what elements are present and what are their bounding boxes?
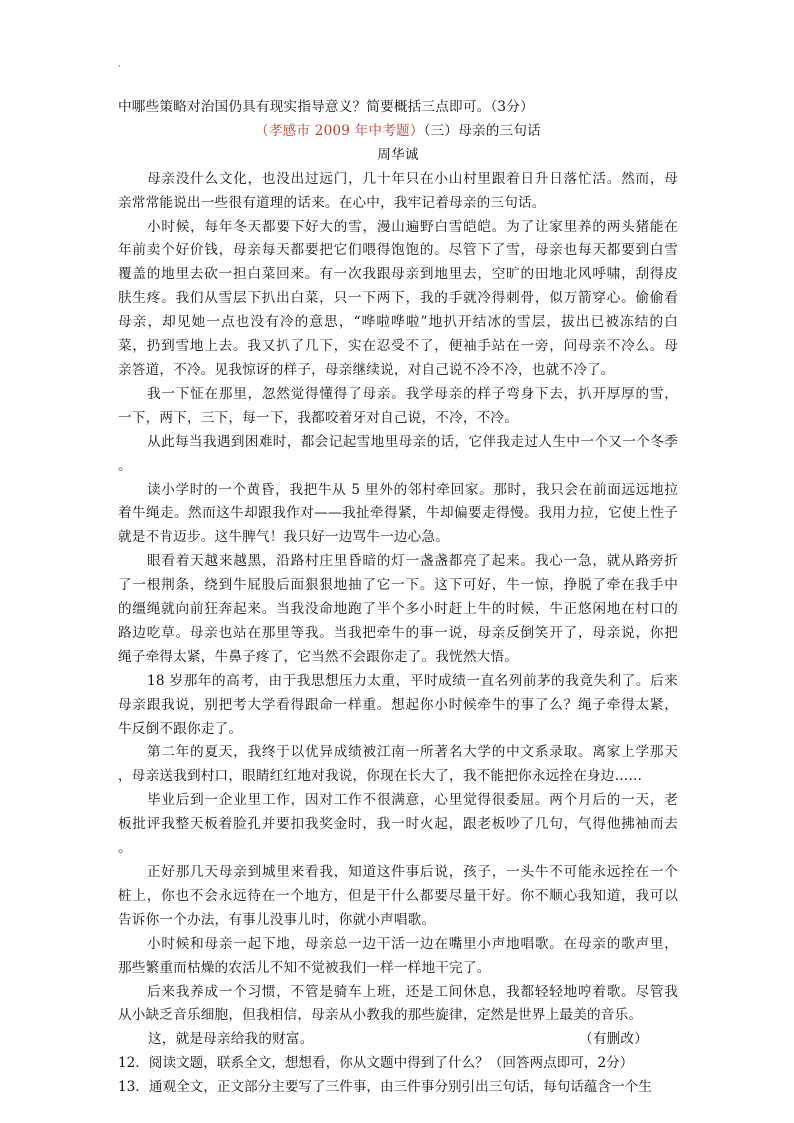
paragraph-line: 路边吃草。母亲也站在那里等我。当我把牵牛的事一说，母亲反倒笑开了，母亲说，你把 — [118, 624, 678, 641]
article-source: （孝感市 2009 年中考题） — [255, 122, 424, 139]
article-title: （三）母亲的三句话 — [423, 122, 541, 139]
paragraph — [118, 431, 678, 479]
paragraph-line: 那些繁重而枯燥的农活儿不知不觉被我们一样一样地干完了。 — [118, 959, 491, 976]
paragraph — [118, 479, 678, 551]
closing-text: 这，就是母亲给我的财富。 — [148, 1031, 314, 1048]
edit-note: （有删改） — [579, 1031, 648, 1048]
paragraph — [118, 981, 678, 1029]
paragraph-line: 年前卖个好价钱，母亲每天都要把它们喂得饱饱的。尽管下了雪，母亲也每天都要到白雪 — [118, 242, 678, 259]
paragraph-line: 肤生疼。我们从雪层下扒出白菜，只一下两下，我的手就冷得刺骨，似万箭穿心。偷偷看 — [118, 290, 678, 307]
previous-question-tail: 中哪些策略对治国仍具有现实指导意义？简要概括三点即可。（3分） — [118, 99, 534, 115]
paragraph — [118, 861, 678, 933]
paragraph-line: 我一下怔在那里，忽然觉得懂得了母亲。我学母亲的样子弯身下去，扒开厚厚的雪， — [147, 385, 678, 402]
paragraph-line: 从小缺乏音乐细胞，但我相信，母亲从小教我的那些旋律，定然是世界上最美的音乐。 — [118, 1007, 643, 1024]
paragraph-line: 后来我养成一个习惯，不管是骑车上班，还是工间休息，我都轻轻地哼着歌。尽管我 — [147, 983, 678, 1000]
question-12: 12．阅读文题，联系全文，想想看，你从文题中得到了什么？（回答两点即可，2分） — [118, 1055, 634, 1072]
paragraph-line: 着牛绳走。然而这牛却跟我作对——我扯牵得紧，牛却偏要走得慢。我用力拉，它使上性子 — [118, 505, 678, 522]
paragraph — [118, 550, 678, 670]
paragraph-line: 亲答道，不冷。见我惊讶的样子，母亲继续说，对自己说不冷不冷，也就不冷了。 — [118, 361, 615, 378]
paragraph-line: 一下，两下，三下，每一下，我都咬着牙对自己说，不冷，不冷。 — [118, 409, 519, 426]
paragraph — [118, 216, 678, 383]
document-body — [118, 96, 678, 1100]
paragraph-line: 小时候和母亲一起下地，母亲总一边干活一边在嘴里小声地唱歌。在母亲的歌声里， — [147, 935, 678, 952]
paragraph-line: 母亲没什么文化，也没出过远门，几十年只在小山村里跟着日升日落忙活。然而，母 — [147, 170, 678, 187]
paragraph-line: 眼看着天越来越黑，沿路村庄里昏暗的灯一盏盏都亮了起来。我心一急，就从路旁折 — [147, 553, 678, 570]
paragraph — [118, 383, 678, 431]
paragraph-line: 告诉你一个办法，有事儿没事儿时，你就小声唱歌。 — [118, 911, 436, 928]
closing-line — [118, 1028, 678, 1052]
paragraph-line: 牛反倒不跟你走了。 — [118, 720, 243, 737]
paragraph — [118, 741, 678, 789]
article-heading — [118, 120, 678, 144]
paragraph-line: 桩上，你也不会永远待在一个地方，但是干什么都要尽量干好。你不顺心我知道，我可以 — [118, 887, 678, 904]
paragraph-line: 覆盖的地里去砍一担白菜回来。有一次我跟母亲到地里去，空旷的田地北风呼啸，刮得皮 — [118, 266, 678, 283]
paragraph-line: 的缰绳就向前狂奔起来。当我没命地跑了半个多小时赶上牛的时候，牛正悠闲地在村口的 — [118, 601, 678, 618]
paragraph-line: 绳子牵得太紧，牛鼻子疼了，它当然不会跟你走了。我恍然大悟。 — [118, 648, 519, 665]
paragraph-line: 板批评我整天板着脸孔并要扣我奖金时，我一时火起，跟老板吵了几句，气得他拂袖而去 — [118, 816, 678, 833]
paragraph-line: 母亲跟我说，别把考大学看得跟命一样重。想起你小时候牵牛的事了么？绳子牵得太紧， — [118, 696, 678, 713]
paragraph-line: 就是不肯迈步。这牛脾气！我只好一边骂牛一边心急。 — [118, 529, 450, 546]
paragraph-line: 小时候，每年冬天都要下好大的雪，漫山遍野白雪皑皑。为了让家里养的两头猪能在 — [147, 218, 678, 235]
article-author: 周华诚 — [377, 146, 419, 163]
paragraph-line: 毕业后到一企业里工作，因对工作不很满意，心里觉得很委屈。两个月后的一天，老 — [147, 792, 678, 809]
paragraph-line: 从此每当我遇到困难时，都会记起雪地里母亲的话，它伴我走过人生中一个又一个冬季 — [147, 433, 678, 450]
paragraph-line: 了一根荆条，绕到牛屁股后面狠狠地抽了它一下。这下可好，牛一惊，挣脱了牵在我手中 — [118, 577, 678, 594]
paragraph — [118, 933, 678, 981]
paragraph — [118, 168, 678, 216]
paragraph-line: 。 — [118, 840, 132, 857]
paragraph-line: 第二年的夏天，我终于以优异成绩被江南一所著名大学的中文系录取。离家上学那天 — [147, 744, 678, 761]
paragraph-line: ，母亲送我到村口，眼睛红红地对我说，你现在长大了，我不能把你永远拴在身边…… — [118, 768, 643, 785]
question-13: 13．通观全文，正文部分主要写了三件事，由三件事分别引出三句话，每句话蕴含一个生 — [118, 1079, 652, 1096]
paragraph-line: 母亲，却见她一点也没有冷的意思，“哗啦哗啦”地扒开结冰的雪层，拔出已被冻结的白 — [118, 314, 678, 331]
paragraph-line: 18 岁那年的高考，由于我思想压力太重，平时成绩一直名列前茅的我竟失利了。后来 — [147, 672, 678, 689]
page-mark: · — [118, 62, 121, 72]
paragraph-line: 菜，扔到雪地上去。我又扒了几下，实在忍受不了，便袖手站在一旁，问母亲不冷么。母 — [118, 338, 678, 355]
paragraph-line: 正好那几天母亲到城里来看我，知道这件事后说，孩子，一头牛不可能永远拴在一个 — [147, 864, 678, 880]
paragraph-line: 读小学时的一个黄昏，我把牛从 5 里外的邻村牵回家。那时，我只会在前面远远地拉 — [147, 481, 678, 498]
paragraph-line: 亲常常能说出一些很有道理的话来。在心中，我牢记着母亲的三句话。 — [118, 194, 546, 211]
paragraph-line: 。 — [118, 457, 132, 474]
paragraph — [118, 670, 678, 742]
paragraph — [118, 789, 678, 861]
